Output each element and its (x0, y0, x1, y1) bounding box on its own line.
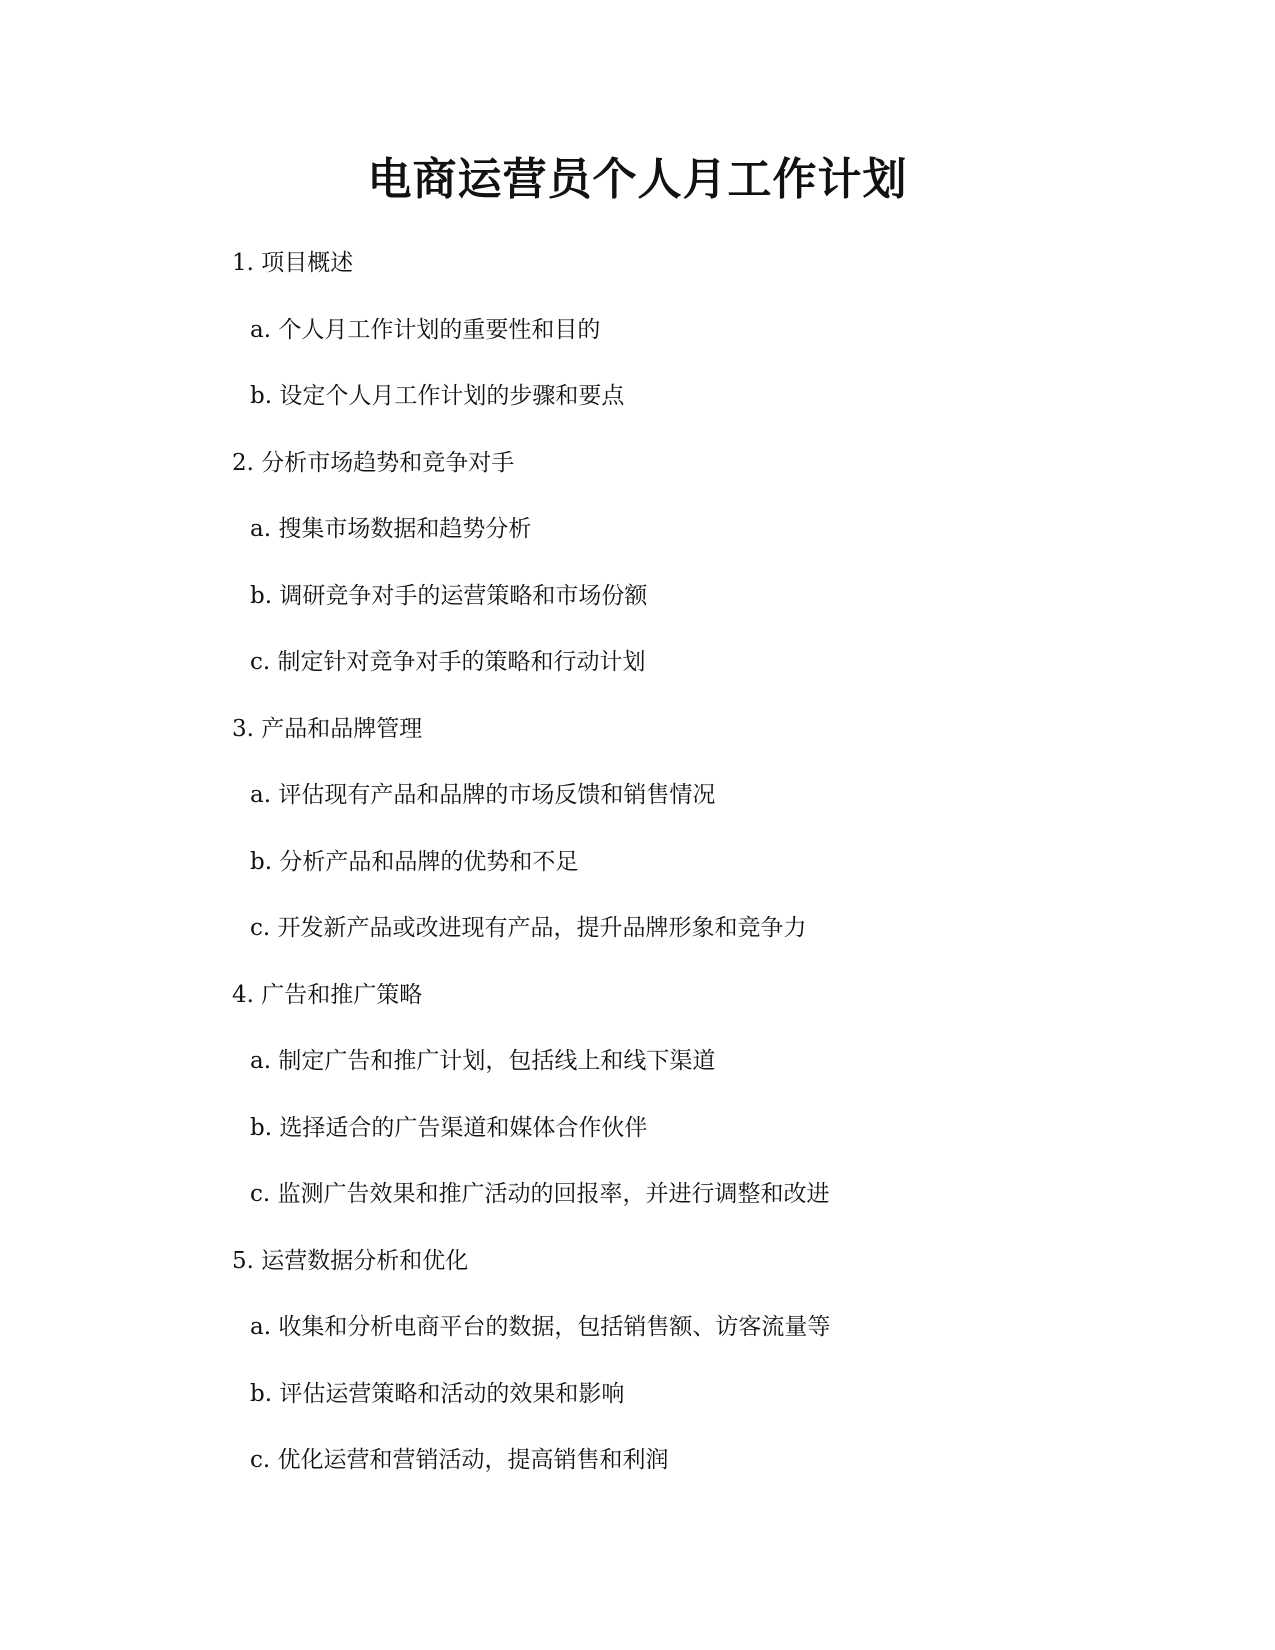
sub-item: a. 收集和分析电商平台的数据，包括销售额、访客流量等 (250, 1314, 831, 1340)
sub-item: c. 开发新产品或改进现有产品，提升品牌形象和竞争力 (250, 915, 807, 941)
sub-item: a. 搜集市场数据和趋势分析 (250, 516, 532, 542)
section-heading: 1. 项目概述 (232, 250, 354, 276)
sub-item: b. 调研竞争对手的运营策略和市场份额 (250, 582, 648, 609)
sub-item: c. 优化运营和营销活动，提高销售和利润 (250, 1447, 669, 1473)
section-heading: 2. 分析市场趋势和竞争对手 (232, 449, 515, 476)
sub-item: a. 评估现有产品和品牌的市场反馈和销售情况 (250, 782, 716, 808)
sub-item: a. 个人月工作计划的重要性和目的 (250, 316, 601, 343)
sub-item: b. 设定个人月工作计划的步骤和要点 (250, 383, 625, 409)
sub-item: b. 评估运营策略和活动的效果和影响 (250, 1380, 625, 1407)
sub-item: c. 监测广告效果和推广活动的回报率，并进行调整和改进 (250, 1181, 830, 1207)
sub-item: a. 制定广告和推广计划，包括线上和线下渠道 (250, 1048, 716, 1074)
section-heading: 3. 产品和品牌管理 (232, 715, 423, 742)
section-heading: 4. 广告和推广策略 (232, 981, 423, 1008)
sub-item: b. 选择适合的广告渠道和媒体合作伙伴 (250, 1114, 648, 1141)
document-title: 电商运营员个人月工作计划 (367, 154, 908, 205)
section-heading: 5. 运营数据分析和优化 (232, 1247, 469, 1274)
sub-item: b. 分析产品和品牌的优势和不足 (250, 848, 579, 875)
sub-item: c. 制定针对竞争对手的策略和行动计划 (250, 649, 646, 675)
outline-list (232, 248, 830, 1512)
